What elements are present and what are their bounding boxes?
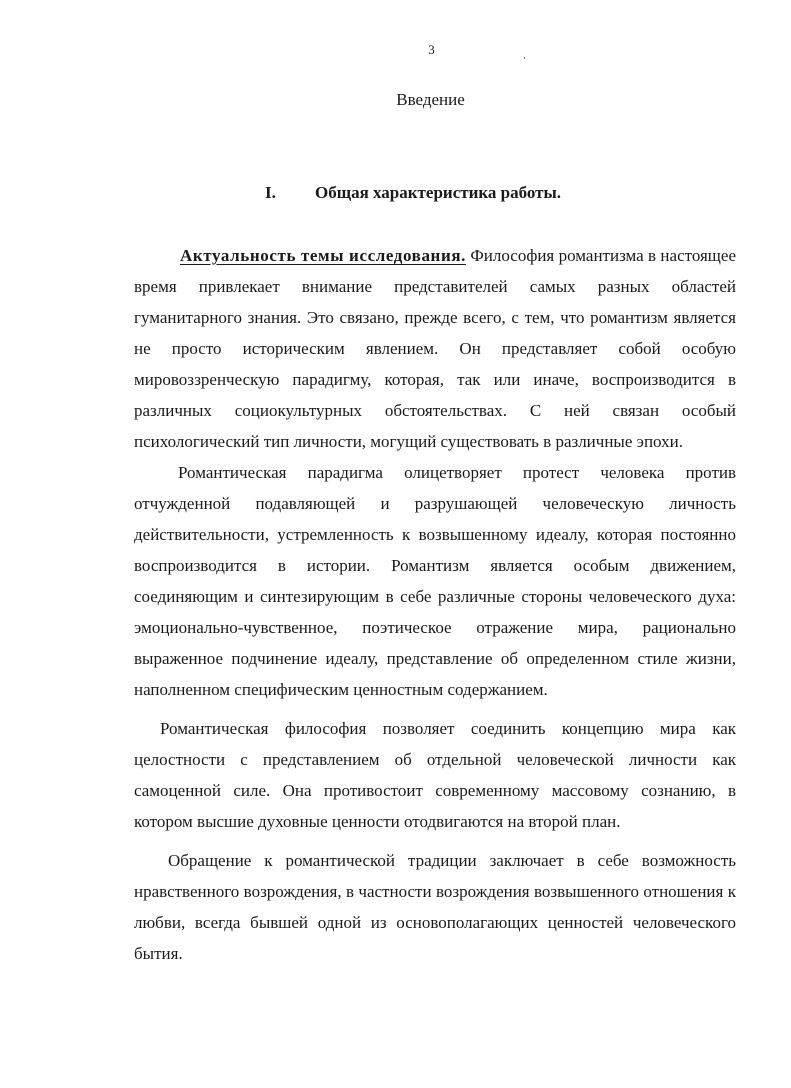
scan-speck xyxy=(524,57,525,59)
body-text xyxy=(134,240,736,969)
paragraph-text: Философия романтизма в настоящее время привлекает внимание представителей самых разных областей гуманитарного знания. Это связано, прежде всего, с тем, что романтизм является не просто историческим явлением. Он представляет собой особую мировоззренческую парадигму, которая, так или иначе, воспроизводится в различных социокультурных обстоятельствах. С ней связан особый психологический тип личности, могущий существовать в различные эпохи. xyxy=(134,246,736,451)
paragraph-relevance xyxy=(134,240,736,457)
section-title: Введение xyxy=(396,90,465,109)
chapter-heading xyxy=(265,183,561,203)
paragraph-lead-heading: Актуальность темы исследования. xyxy=(180,246,466,265)
paragraph: Обращение к романтической традиции заключает в себе возможность нравственного возрождения, в частности возрождения возвышенного отношения к любви, всегда бывшей одной из основополагающих ценностей человеческого бытия. xyxy=(134,851,736,963)
paragraph: Романтическая парадигма олицетворяет протест человека против отчужденной подавляющей и разрушающей человеческую личность действительности, устремленность к возвышенному идеалу, которая постоянно воспроизводится в истории. Романтизм является особым движением, соединяющим и синтезирующим в себе различные стороны человеческого духа: эмоционально-чувственное, поэтическое отражение мира, рационально выраженное подчинение идеалу, представление об определенном стиле жизни, наполненном специфическим ценностным содержанием. xyxy=(134,463,736,699)
page-number: 3 xyxy=(428,42,435,57)
chapter-numeral: I. xyxy=(265,183,276,202)
paragraph: Романтическая философия позволяет соединить концепцию мира как целостности с представлением об отдельной человеческой личности как самоценной силе. Она противостоит современному массовому сознанию, в котором высшие духовные ценности отодвигаются на второй план. xyxy=(134,719,736,831)
chapter-title: Общая характеристика работы. xyxy=(315,183,562,202)
